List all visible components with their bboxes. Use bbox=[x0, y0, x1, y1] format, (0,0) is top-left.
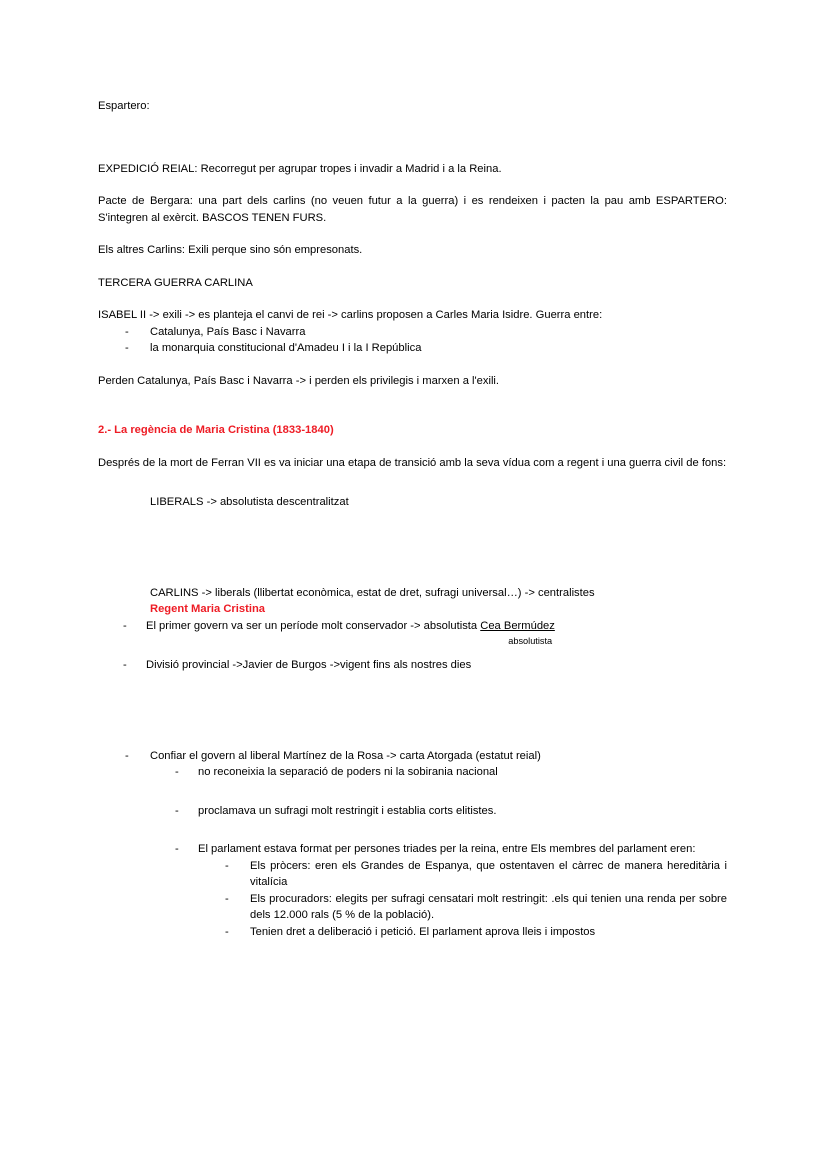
bullet-dash-icon: - bbox=[225, 892, 229, 905]
heading-regent-maria-cristina: Regent Maria Cristina bbox=[150, 603, 266, 615]
list-item-label: El primer govern va ser un període molt conservador -> absolutista bbox=[146, 619, 478, 632]
annotation-absolutista: absolutista bbox=[508, 635, 553, 646]
heading-section-2: 2.- La regència de Maria Cristina (1833-1840) bbox=[98, 424, 334, 436]
bullet-dash-icon: - bbox=[225, 859, 229, 872]
list-item bbox=[98, 841, 727, 858]
spacer bbox=[98, 115, 727, 161]
paragraph-carlins: CARLINS -> liberals (llibertat econòmica, estat de dret, sufragi universal…) -> centralistes bbox=[150, 586, 595, 599]
list-confiar-govern bbox=[98, 748, 727, 858]
list-item-label: Catalunya, País Basc i Navarra bbox=[150, 325, 306, 338]
spacer bbox=[98, 357, 727, 373]
list-isabel-guerra-entre bbox=[98, 324, 727, 357]
spacer bbox=[98, 511, 727, 585]
list-item-label: Tenien dret a deliberació i petició. El parlament aprova lleis i impostos bbox=[250, 925, 596, 938]
paragraph-section2-intro: Després de la mort de Ferran VII es va iniciar una etapa de transició amb la seva vídua com a regent i una guerra civil de fons: bbox=[98, 456, 727, 469]
bullet-dash-icon: - bbox=[125, 342, 129, 354]
list-item bbox=[98, 764, 727, 781]
paragraph-liberals: LIBERALS -> absolutista descentralitzat bbox=[150, 496, 349, 508]
list-item bbox=[98, 340, 727, 357]
spacer bbox=[98, 439, 727, 455]
list-item-label: Els pròcers: eren els Grandes de Espanya, que ostentaven el càrrec de manera hereditària i vitalícia bbox=[250, 859, 727, 888]
list-item bbox=[98, 858, 727, 891]
paragraph-expedicio-reial: EXPEDICIÓ REIAL: Recorregut per agrupar tropes i invadir a Madrid i a la Reina. bbox=[98, 162, 502, 175]
list-item bbox=[98, 924, 727, 941]
bullet-dash-icon: - bbox=[123, 659, 127, 671]
paragraph-altres-carlins: Els altres Carlins: Exili perque sino són empresonats. bbox=[98, 244, 363, 256]
spacer bbox=[98, 389, 727, 422]
list-item-label: la monarquia constitucional d'Amadeu I i la I República bbox=[150, 342, 422, 354]
spacer bbox=[98, 259, 727, 275]
bullet-dash-icon: - bbox=[225, 925, 229, 938]
annotated-term-cea-bermudez: Cea Bermúdez bbox=[480, 619, 555, 632]
bullet-dash-icon: - bbox=[175, 804, 179, 817]
paragraph-perden: Perden Catalunya, País Basc i Navarra -> i perden els privilegis i marxen a l'exili. bbox=[98, 374, 500, 387]
list-item bbox=[98, 324, 727, 341]
list-item-label: proclamava un sufragi molt restringit i establia corts elitistes. bbox=[198, 804, 497, 817]
list-item-label: El parlament estava format per persones triades per la reina, entre Els membres del parlament eren: bbox=[198, 843, 696, 855]
list-item-label: Divisió provincial ->Javier de Burgos ->vigent fins als nostres dies bbox=[146, 659, 472, 671]
list-item-label: Confiar el govern al liberal Martínez de la Rosa -> carta Atorgada (estatut reial) bbox=[150, 749, 541, 762]
document-body bbox=[98, 98, 727, 940]
bullet-dash-icon: - bbox=[125, 325, 129, 338]
bullet-dash-icon: - bbox=[175, 766, 179, 778]
bullet-dash-icon: - bbox=[125, 749, 129, 762]
spacer bbox=[98, 226, 727, 242]
list-item-label: no reconeixia la separació de poders ni la sobirania nacional bbox=[198, 766, 498, 778]
bullet-dash-icon: - bbox=[175, 843, 179, 855]
spacer bbox=[98, 471, 727, 494]
list-regent-mesures bbox=[98, 618, 727, 674]
list-item bbox=[98, 618, 727, 646]
bullet-dash-icon: - bbox=[123, 619, 127, 632]
spacer bbox=[98, 674, 727, 748]
list-item bbox=[98, 657, 727, 674]
list-item bbox=[98, 891, 727, 924]
spacer bbox=[98, 177, 727, 193]
annotated-term-group bbox=[480, 618, 555, 646]
list-item bbox=[98, 803, 727, 820]
heading-tercera-guerra-carlina: TERCERA GUERRA CARLINA bbox=[98, 276, 253, 289]
paragraph-pacte-bergara: Pacte de Bergara: una part dels carlins (no veuen futur a la guerra) i es rendeixen i pacten la pau amb ESPARTERO: S'integren al exèrcit. BASCOS TENEN FURS. bbox=[98, 195, 727, 224]
list-item-label: Els procuradors: elegits per sufragi censatari molt restringit: .els qui tenien una renda per sobre dels 12.000 rals (5 % de la població). bbox=[250, 892, 727, 921]
list-membres-parlament bbox=[98, 858, 727, 941]
paragraph-isabel-intro: ISABEL II -> exili -> es planteja el canvi de rei -> carlins proposen a Carles Maria Isidre. Guerra entre: bbox=[98, 309, 603, 321]
paragraph-espartero-label: Espartero: bbox=[98, 100, 150, 112]
spacer bbox=[98, 291, 727, 307]
list-item bbox=[98, 748, 727, 765]
